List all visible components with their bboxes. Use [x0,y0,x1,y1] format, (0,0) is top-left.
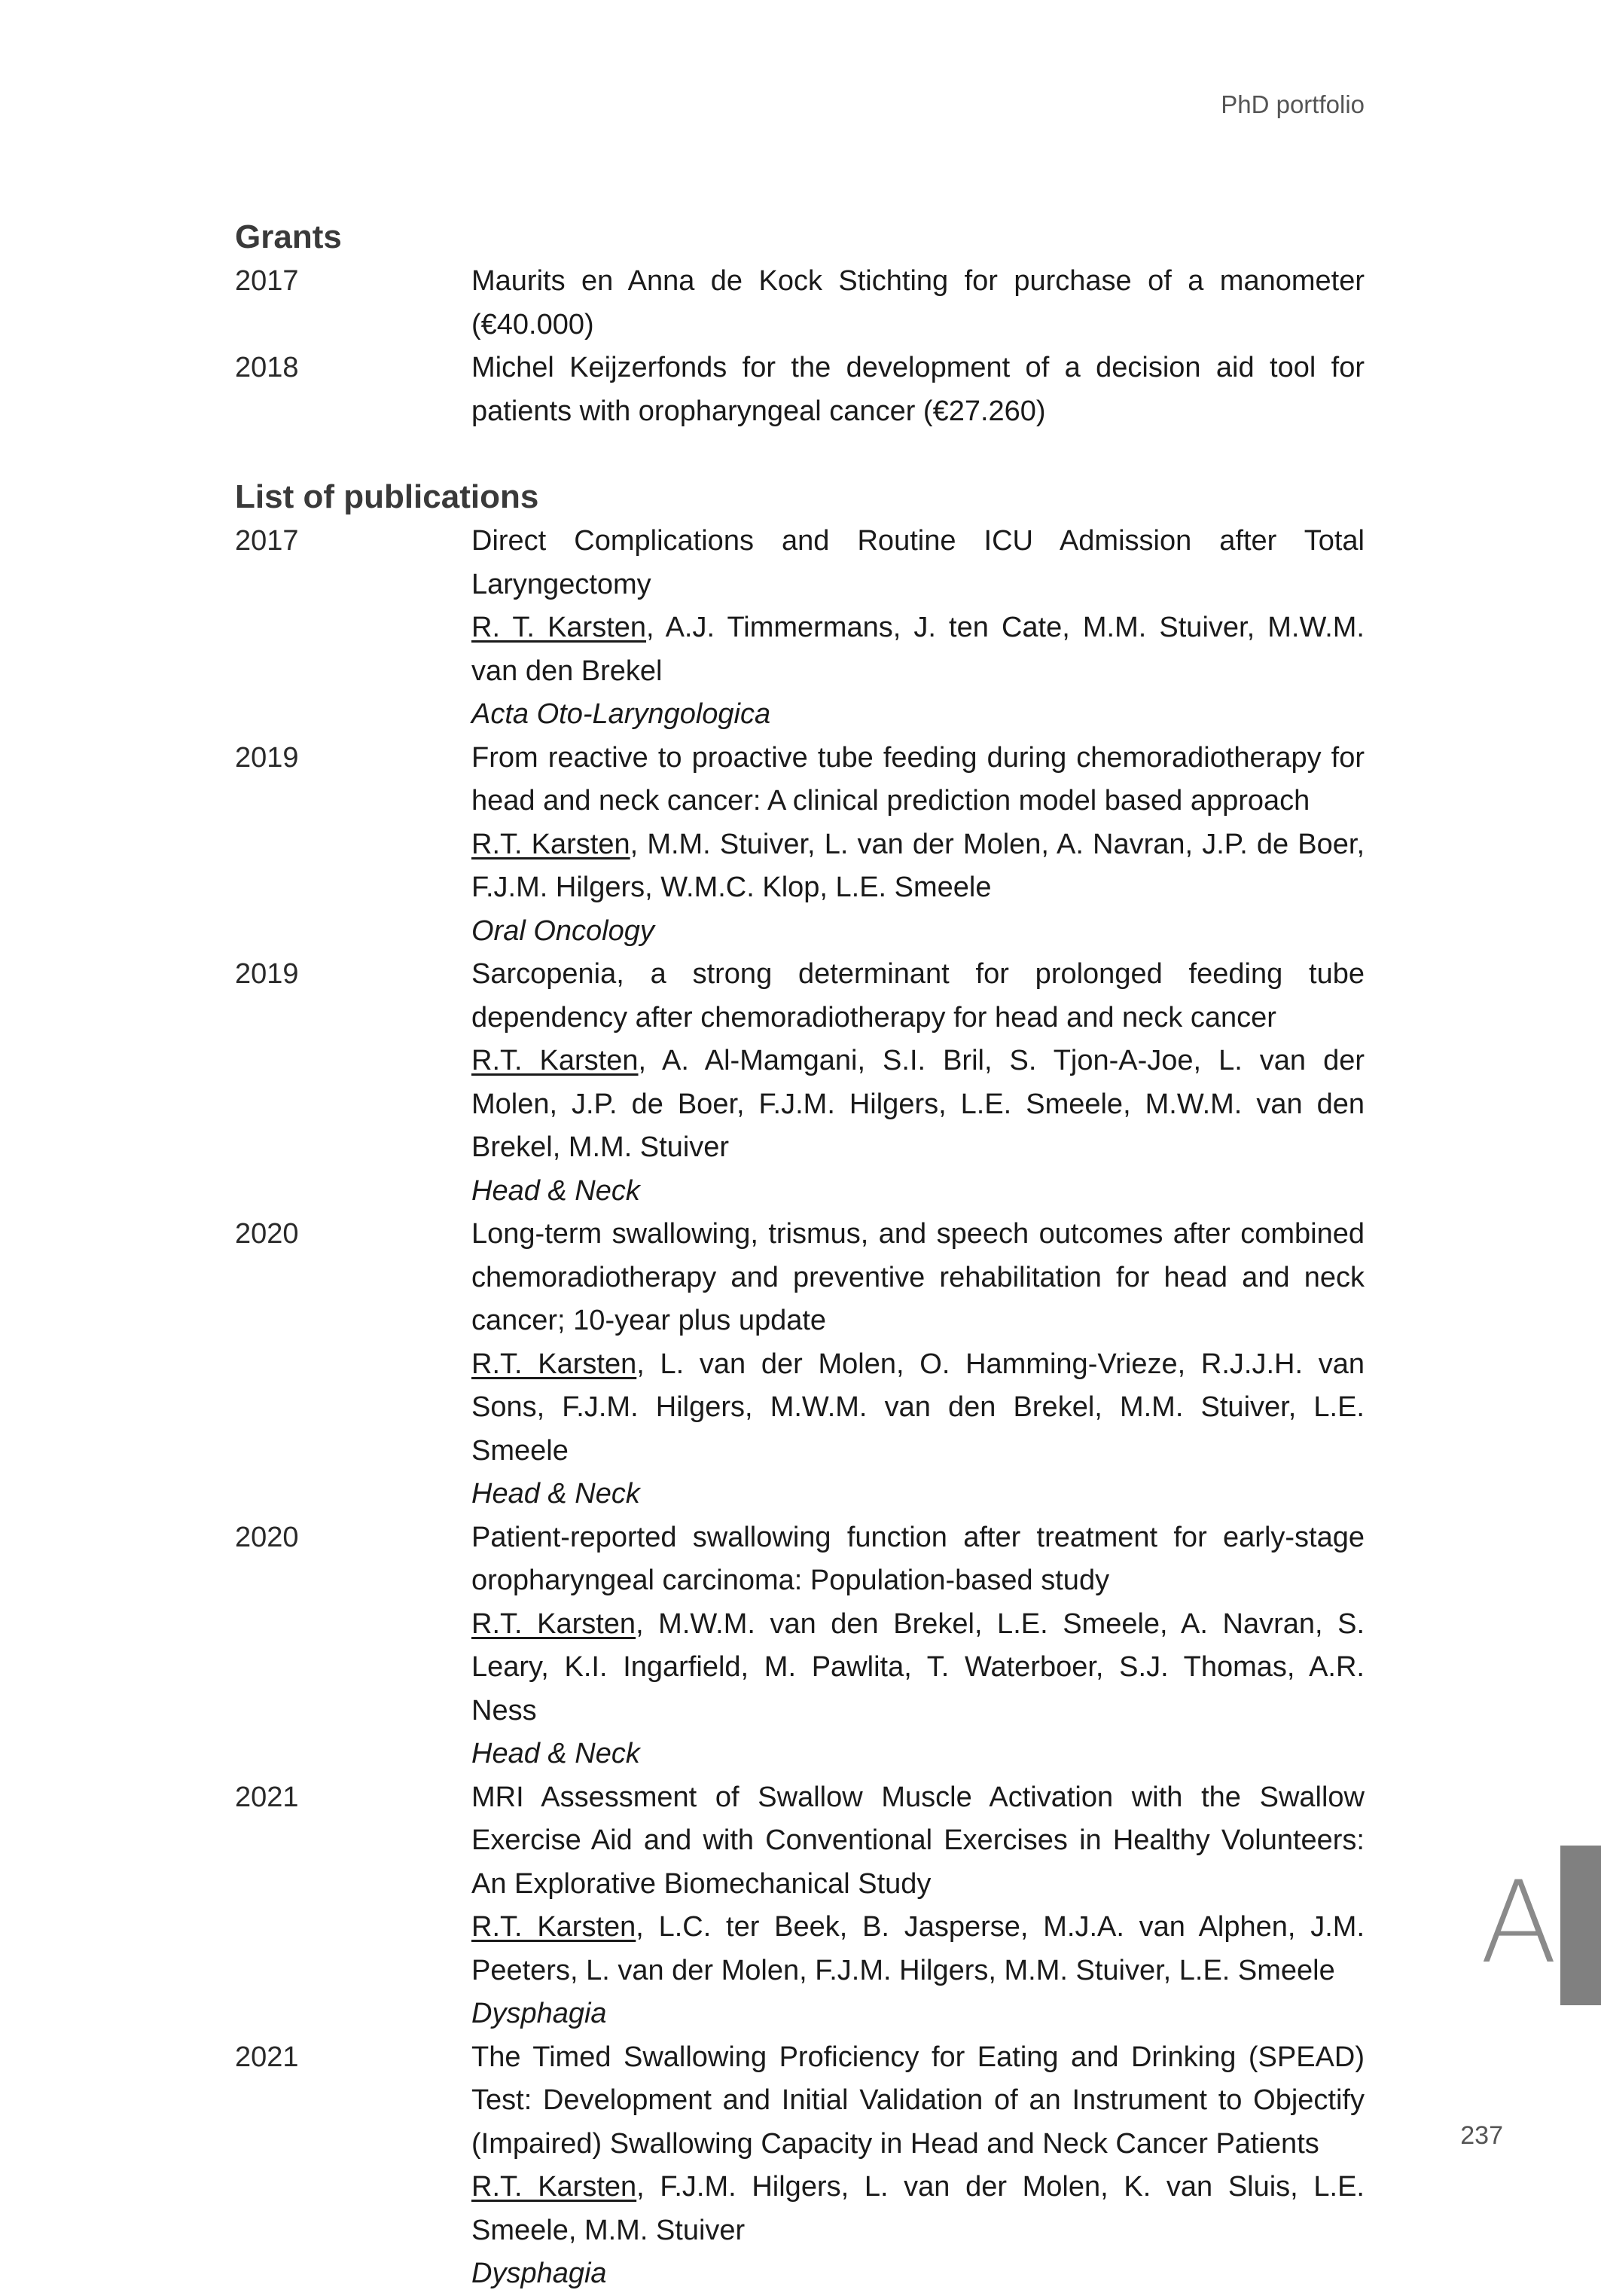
grant-description: Maurits en Anna de Kock Stichting for purchase of a manometer (€40.000) [471,265,1365,340]
publication-year: 2020 [235,1521,299,1553]
first-author: R.T. Karsten [471,2171,637,2203]
publication-entry [235,1516,1365,1776]
first-author: R.T. Karsten [471,1911,636,1943]
publication-title: The Timed Swallowing Proficiency for Eating and Drinking (SPEAD) Test: Development and Initial Validation of an Instrument to Objectify (Impaired) Swallowing Capacity in Head and Neck Cancer Patients [471,2041,1365,2160]
publication-title: MRI Assessment of Swallow Muscle Activation with the Swallow Exercise Aid and with Conventional Exercises in Healthy Volunteers: An Explorative Biomechanical Study [471,1781,1365,1900]
first-author: R.T. Karsten [471,828,630,860]
publication-journal: Head & Neck [471,1478,640,1510]
grant-entry [235,347,1365,433]
publication-authors [471,1906,1365,1992]
coauthors: , M.M. Stuiver, L. van der Molen, A. Navran, J.P. de Boer, F.J.M. Hilgers, W.M.C. Klop, L.E. Smeele [471,828,1365,903]
publication-authors [471,1343,1365,1473]
publication-entry [235,953,1365,1213]
publication-entry [235,1776,1365,2036]
publication-entry [235,520,1365,737]
coauthors: , F.J.M. Hilgers, L. van der Molen, K. van Sluis, L.E. Smeele, M.M. Stuiver [471,2171,1365,2246]
publication-journal: Oral Oncology [471,914,654,947]
publication-entry [235,737,1365,954]
publication-authors [471,823,1365,910]
coauthors: , M.W.M. van den Brekel, L.E. Smeele, A. Navran, S. Leary, K.I. Ingarfield, M. Pawlita, T. Waterboer, S.J. Thomas, A.R. Ness [471,1608,1365,1727]
publication-year: 2021 [235,1781,299,1813]
page-number: 237 [1460,2121,1503,2150]
publication-authors [471,1040,1365,1170]
publication-journal: Acta Oto-Laryngologica [471,698,771,730]
publication-entry [235,2036,1365,2296]
publication-entry [235,1213,1365,1516]
publications-heading: List of publications [235,478,539,515]
publication-journal: Head & Neck [471,1174,640,1207]
publications-section [235,475,1365,2296]
publication-title: Patient-reported swallowing function after treatment for early-stage oropharyngeal carcinoma: Population-based study [471,1521,1365,1596]
publication-journal: Dysphagia [471,2258,607,2289]
publication-title: Long-term swallowing, trismus, and speech outcomes after combined chemoradiotherapy and preventive rehabilitation for head and neck cancer; 10-year plus update [471,1218,1365,1336]
publication-journal: Head & Neck [471,1738,640,1769]
publication-journal: Dysphagia [471,1998,607,2029]
appendix-side-tab [1560,1846,1601,2005]
grant-entry [235,260,1365,347]
coauthors: , L. van der Molen, O. Hamming-Vrieze, R.J.J.H. van Sons, F.J.M. Hilgers, M.W.M. van den Brekel, M.M. Stuiver, L.E. Smeele [471,1348,1365,1467]
publication-title: Sarcopenia, a strong determinant for prolonged feeding tube dependency after chemoradiotherapy for head and neck cancer [471,958,1365,1034]
publication-year: 2021 [235,2041,299,2073]
first-author: R.T. Karsten [471,1348,637,1380]
publication-title: From reactive to proactive tube feeding during chemoradiotherapy for head and neck cancer: A clinical prediction model based approach [471,741,1365,817]
coauthors: , A.J. Timmermans, J. ten Cate, M.M. Stuiver, M.W.M. van den Brekel [471,612,1365,687]
publication-year: 2020 [235,1218,299,1250]
page-content [235,215,1365,2296]
first-author: R.T. Karsten [471,1608,636,1640]
publication-authors [471,1603,1365,1733]
publication-authors [471,2166,1365,2252]
appendix-letter: A [1480,1858,1557,1989]
publication-year: 2019 [235,958,299,990]
publication-title: Direct Complications and Routine ICU Admission after Total Laryngectomy [471,525,1365,600]
grants-section [235,215,1365,433]
publication-year: 2017 [235,525,299,557]
grant-description: Michel Keijzerfonds for the development of a decision aid tool for patients with oropharyngeal cancer (€27.260) [471,352,1365,427]
first-author: R. T. Karsten [471,612,647,643]
coauthors: , A. Al-Mamgani, S.I. Bril, S. Tjon-A-Joe, L. van der Molen, J.P. de Boer, F.J.M. Hilgers, L.E. Smeele, M.W.M. van den Brekel, M.M. Stuiver [471,1045,1365,1163]
publication-authors [471,606,1365,693]
grants-heading: Grants [235,218,342,255]
first-author: R.T. Karsten [471,1045,639,1076]
publication-year: 2019 [235,741,299,774]
running-header: PhD portfolio [1221,90,1365,118]
grant-year: 2018 [235,352,299,383]
coauthors: , L.C. ter Beek, B. Jasperse, M.J.A. van Alphen, J.M. Peeters, L. van der Molen, F.J.M. Hilgers, M.M. Stuiver, L.E. Smeele [471,1911,1365,1986]
grant-year: 2017 [235,265,299,297]
